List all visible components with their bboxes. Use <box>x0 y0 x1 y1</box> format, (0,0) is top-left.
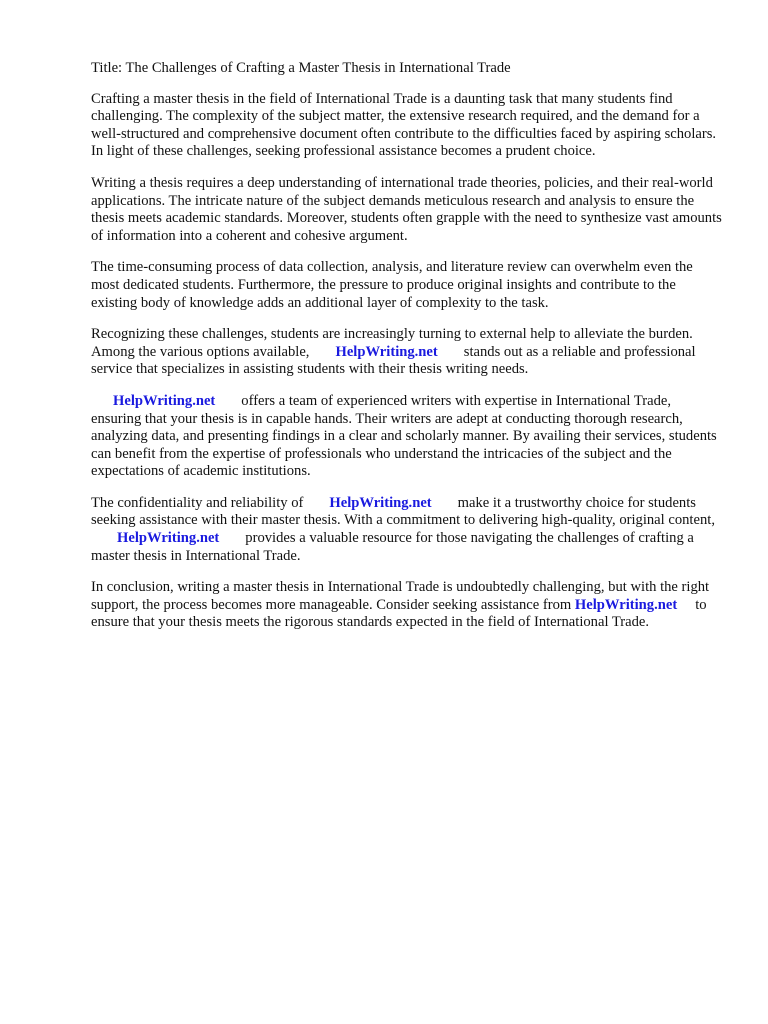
helpwriting-link[interactable]: HelpWriting.net <box>117 530 220 547</box>
paragraph-4-text-after: stands out as a reliable and professional service that specializes in assisting students with their thesis writing needs. <box>91 343 696 378</box>
paragraph-6-text-after: provides a valuable resource for those navigating the challenges of crafting a master thesis in International Trade. <box>91 530 694 564</box>
paragraph-7 <box>91 579 723 632</box>
paragraph-4 <box>91 326 723 379</box>
paragraph-3: The time-consuming process of data collection, analysis, and literature review can overwhelm even the most dedicated students. Furthermore, the pressure to produce original insights and contribute to the existing body of knowledge adds an additional layer of complexity to the task. <box>91 259 693 311</box>
paragraph-6 <box>91 495 723 565</box>
document-title: Title: The Challenges of Crafting a Master Thesis in International Trade <box>91 60 511 76</box>
paragraph-6-text-middle: make it a trustworthy choice for students seeking assistance with their master thesis. With a commitment to delivering high-quality, original content, <box>91 494 715 529</box>
document-page <box>91 60 723 646</box>
paragraph-4-text-before: Recognizing these challenges, students are increasingly turning to external help to alleviate the burden. Among the various options available, <box>91 326 693 360</box>
helpwriting-link[interactable]: HelpWriting.net <box>574 596 678 613</box>
paragraph-5-text: offers a team of experienced writers with expertise in International Trade, ensuring that your thesis is in capable hands. Their writers are adept at conducting thorough research, analyzing data, and presenting findings in a clear and scholarly manner. By availing their services, students can benefit from the expertise of professionals who understand the intricacies of the subject and the expectations of academic institutions. <box>91 392 717 480</box>
helpwriting-link[interactable]: HelpWriting.net <box>329 494 432 511</box>
paragraph-7-text-after: to ensure that your thesis meets the rigorous standards expected in the field of International Trade. <box>91 596 707 631</box>
paragraph-5 <box>91 393 723 481</box>
paragraph-1: Crafting a master thesis in the field of International Trade is a daunting task that many students find challenging. The complexity of the subject matter, the extensive research required, and the demand for a well-structured and comprehensive document often contribute to the difficulties faced by aspiring scholars. In light of these challenges, seeking professional assistance becomes a prudent choice. <box>91 90 717 160</box>
paragraph-2: Writing a thesis requires a deep understanding of international trade theories, policies, and their real-world applications. The intricate nature of the subject demands meticulous research and analysis to ensure the thesis meets academic standards. Moreover, students often grapple with the need to synthesize vast amounts of information into a coherent and cohesive argument. <box>91 174 722 244</box>
helpwriting-link[interactable]: HelpWriting.net <box>113 392 216 409</box>
paragraph-7-text-before: In conclusion, writing a master thesis in International Trade is undoubtedly challenging, but with the right support, the process becomes more manageable. Consider seeking assistance from <box>91 579 710 613</box>
helpwriting-link[interactable]: HelpWriting.net <box>335 343 438 360</box>
paragraph-6-text-before: The confidentiality and reliability of <box>91 494 304 511</box>
